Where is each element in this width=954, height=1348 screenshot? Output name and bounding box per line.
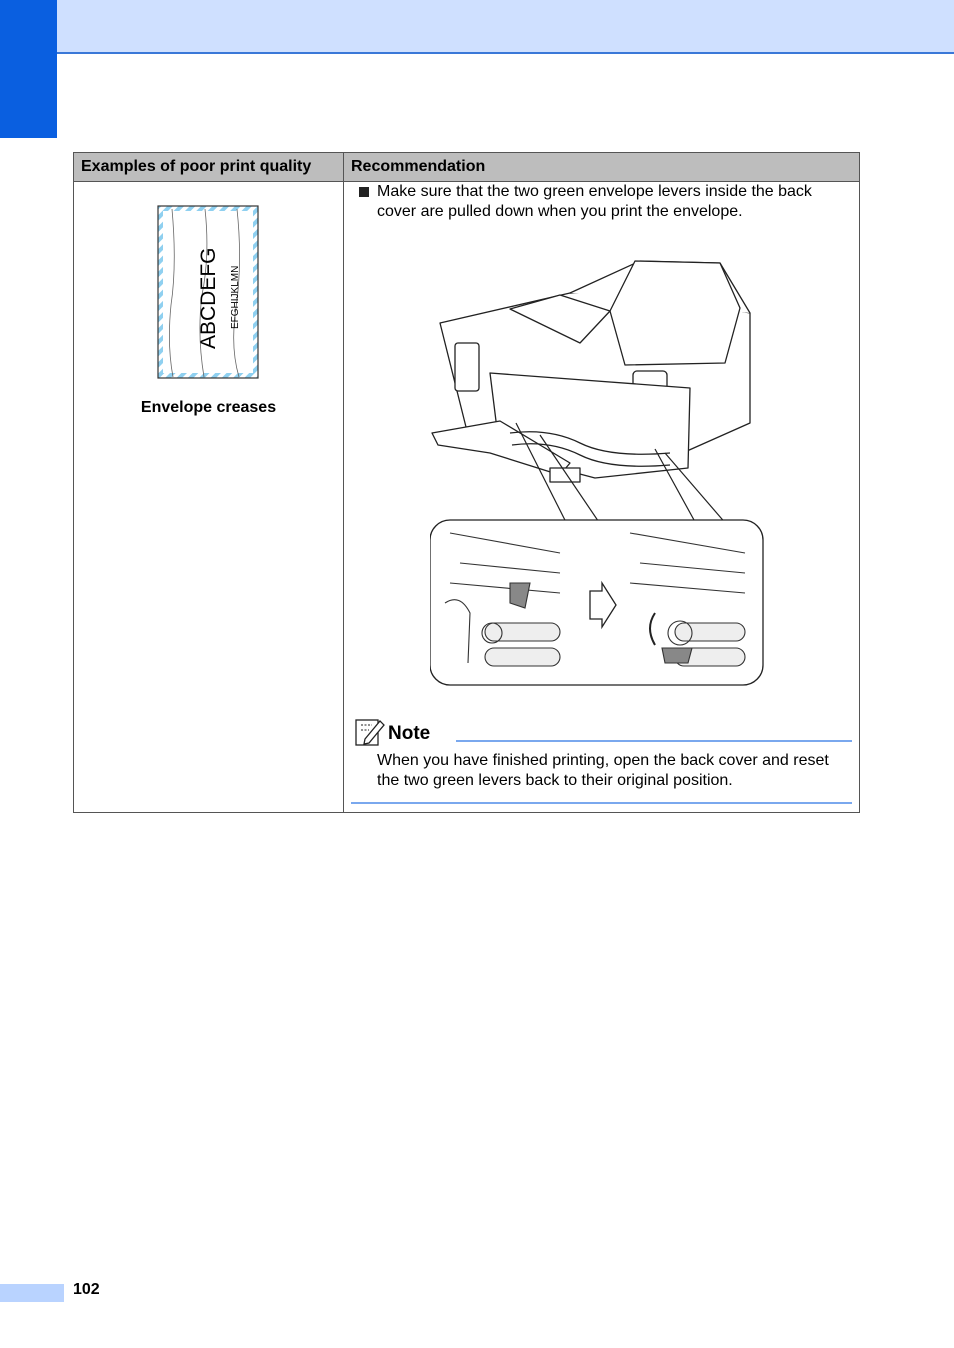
print-quality-table	[73, 152, 860, 813]
envelope-small-text: EFGHIJKLMN	[230, 265, 241, 329]
col-header-recommendation: Recommendation	[351, 158, 486, 175]
recommendation-text: Make sure that the two green envelope levers inside the back cover are pulled down when you print the envelope.	[377, 183, 812, 220]
page-number-tab	[0, 1284, 64, 1302]
note-bottom-rule	[351, 802, 852, 804]
envelope-large-text: ABCDEFG	[197, 247, 220, 349]
page-header-bar	[57, 0, 954, 54]
table-header-row	[74, 153, 859, 182]
square-bullet-icon	[359, 187, 369, 197]
note-top-rule	[456, 740, 852, 742]
col-header-examples: Examples of poor print quality	[81, 158, 312, 175]
note-title: Note	[388, 723, 431, 744]
chapter-tab	[0, 0, 57, 138]
note-pencil-icon	[355, 717, 385, 747]
example-caption: Envelope creases	[140, 399, 277, 416]
column-divider	[343, 153, 344, 812]
envelope-crease-sample	[157, 205, 259, 379]
printer-back-cover-illustration	[430, 253, 770, 688]
note-text: When you have finished printing, open the back cover and reset the two green levers back to their original position.	[377, 752, 829, 789]
page-number: 102	[73, 1281, 100, 1298]
